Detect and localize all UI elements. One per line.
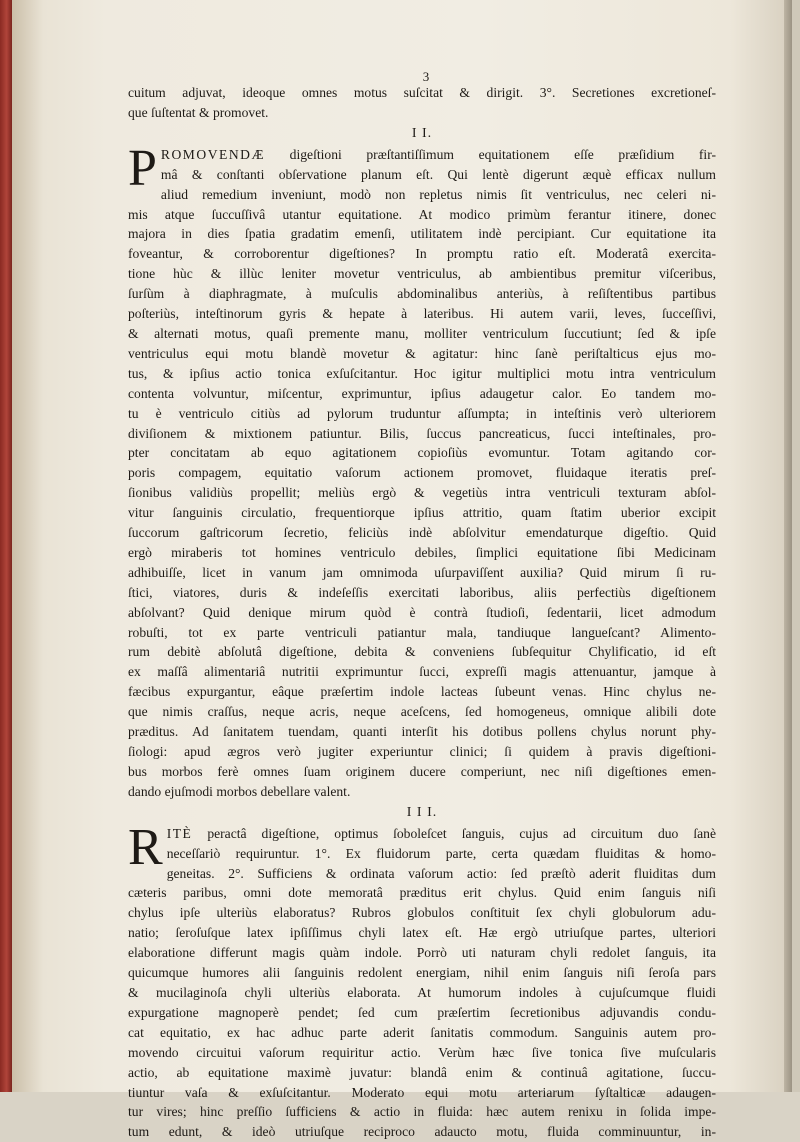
text-line: tu è ventriculo citiùs ad pylorum truduntur aſſumpta; in inteſtinis verò ulteriorem <box>128 405 716 421</box>
drop-cap: P <box>128 139 157 197</box>
text-line: diviſionem & mixtionem patiuntur. Bilis, ſuccus pancreaticus, ſucci inteſtinales, pro- <box>128 425 716 441</box>
text-line: dando ejuſmodi morbos debellare valent. <box>128 783 351 799</box>
text-line: mâ & conſtanti obſervatione planum eſt. Qui lentè digerunt æquè efficax nullum <box>160 166 716 182</box>
text-line: ſtici, viatores, duris & indeſeſſis exercitati laboribus, aliis perfectiùs digeſtionem <box>128 584 716 600</box>
text-line: elaboratione differunt magis quàm indole. Porrò uti naturam chyli redolet ſanguis, ita <box>128 945 716 961</box>
paragraph-2 <box>128 139 716 802</box>
text-line: ventriculus equi motu blandè movetur & agitatur: hinc ſanè periſtalticus ejus mo- <box>128 345 716 361</box>
text-line: tur vires; hinc preſſio ſufficiens & actio in fluida: hæc autem renixu in ſolida impe- <box>128 1104 716 1120</box>
text-line: cat equitatio, ex hac adhuc parte aderit ſanitatis commodum. Sanguinis autem pro- <box>128 1024 716 1040</box>
line-rest: digeſtioni præſtantiſſimum equitationem eſſe præſidium fir- <box>289 146 716 162</box>
text-line: ergò miraberis tot homines ventriculo debiles, ſimplici equitatione ſibi Medicinam <box>128 544 716 560</box>
section-heading-3: I I I. <box>406 804 438 820</box>
text-line: natio; ſeroſuſque latex ipſiſſimus chyli latex eſt. Hæ ergò utriuſque partes, ulteriori <box>128 925 716 941</box>
text-line: vitur ſanguinis circulatio, frequentiorque ipſius attritio, quam ſtatim uberior excipit <box>128 505 716 521</box>
text-line: que ſuſtentat & promovet. <box>128 104 269 120</box>
text-line: ex maſſâ alimentariâ nutritii exprimuntur ſucci, expreſſi magis attenuantur, jamque à <box>128 664 716 680</box>
text-line: adhibuiſſe, licet in vanum jam omnimoda uſurpaviſſent auxilia? Quid mirum ſi ru- <box>128 564 716 580</box>
text-line: ſurſùm à diaphragmate, à muſculis abdominalibus anteriùs, à reſiſtentibus partibus <box>128 286 716 302</box>
text-line: cuitum adjuvat, ideoque omnes motus suſcitat & dirigit. 3°. Secretiones excretioneſ- <box>128 85 716 100</box>
text-line: poris compagem, equitatio vaſorum actionem promovet, fluidaque iteratis preſ- <box>128 465 716 481</box>
paragraph-3 <box>128 818 716 1142</box>
text-line: expurgatione magnoperè pendet; ſed cum præſertim ſecretionibus adjuvandis condu- <box>128 1004 716 1020</box>
line-rest: peractâ digeſtione, optimus ſoboleſcet ſanguis, cujus ad circuitum duo ſanè <box>207 825 716 841</box>
page-edge <box>784 0 792 1092</box>
text-line: ſionibus validiùs propellit; meliùs ergò & vegetiùs intra ventriculi texturam abſol- <box>128 485 716 501</box>
text-line: poſteriùs, inteſtinorum gyris & hepate à lateribus. Hi autem varii, leves, ſucceſſivi, <box>128 306 716 322</box>
text-line <box>161 145 716 165</box>
text-line: pter concitatam ab equo agitationem copioſiùs evomuntur. Totam agitando cor- <box>128 445 716 461</box>
drop-cap: R <box>128 818 163 876</box>
section-heading-2: I I. <box>411 125 433 141</box>
text-line: robuſti, tot ex parte ventriculi patiantur mala, tandiuque langueſcant? Alimento- <box>128 624 716 640</box>
text-line: tione hùc & illùc leniter movetur ventriculus, ab ambientibus premitur viſceribus, <box>128 266 716 282</box>
text-line: movendo circuitui vaſorum requiritur actio. Verùm hæc ſive tonica ſive muſcularis <box>128 1044 716 1060</box>
text-line: mis atque ſuccuſſivâ utantur equitatione. At modico primùm ferantur itinere, donec <box>128 206 716 222</box>
text-line: & alternati motus, quaſi premente manu, molliter ventriculum ſuccutiunt; ſed & ipſe <box>128 325 716 341</box>
text-line <box>167 824 716 844</box>
text-line: quicumque humores alii ſanguinis redolent energiam, nihil enim ſanguis niſi ſeroſa pars <box>128 965 716 981</box>
text-line: neceſſariò requiruntur. 1°. Ex fluidorum parte, certa quædam fluiditas & homo- <box>166 845 716 861</box>
text-line: actio, ab equitatione maximè juvatur: blandâ enim & continuâ agitatione, ſuccu- <box>128 1064 716 1080</box>
text-line: cæteris paribus, omni dote memoratâ præditus erit chylus. Quid enim ſanguis niſi <box>128 885 716 901</box>
text-line: & mucilaginoſa chyli ulteriùs elaborata. At humorum indoles à cujuſcumque fluidi <box>128 984 716 1000</box>
binding-spine <box>0 0 12 1092</box>
text-line: præditus. Ad ſanitatem tuendam, quanti interſit his dotibus pollens chylus norunt phy- <box>128 724 716 740</box>
text-line: chylus ipſe ulteriùs elaboratus? Rubros globulos conſtituit ſex chyli globulorum adu- <box>128 905 716 921</box>
text-line: ſuccorum gaſtricorum ſecretio, feliciùs indè abſolvitur emendaturque digeſtio. Quid <box>128 525 716 541</box>
text-line: majora in dies ſpatia gradatim emenſi, utilitatem indè percipiant. Cur equitatione ita <box>128 226 716 242</box>
text-line: que nimis craſſus, neque acris, neque aceſcens, ſed homogeneus, omnique alibili dote <box>128 704 716 720</box>
text-line: fæcibus expurgantur, eâque præſertim indole lacteas ſubeunt venas. Hinc chylus ne- <box>128 684 716 700</box>
text-line: foveantur, & corroborentur digeſtiones? In promptu ratio eſt. Moderatâ exercita- <box>128 246 716 262</box>
text-line: ſiologi: apud ægros verò jugiter experiuntur clinici; ſi quidem à pravis digeſtioni- <box>128 744 716 759</box>
paragraph-lines <box>128 864 716 1142</box>
lead-word: ROMOVENDÆ <box>160 146 266 162</box>
text-line: tus, & ipſius actio tonica exſuſcitantur. Hoc igitur multiplici motu intra ventriculum <box>128 365 716 381</box>
text-line: contenta volvuntur, miſcentur, exprimuntur, ipſius adaugetur calor. Eo tandem mo- <box>128 385 716 401</box>
paragraph-lines <box>128 185 716 802</box>
text-line: geneitas. 2°. Sufficiens & ordinata vaſorum actio: ſed præſtò aderit fluiditas dum <box>166 865 716 881</box>
text-line: aliud remedium inveniunt, modò non repletus nimis ſit ventriculus, nec celeri ni- <box>160 186 716 202</box>
page-text <box>128 71 716 1142</box>
text-line: tum edunt, & ideò utriuſque reciproco adaucto motu, fluida comminuuntur, in- <box>128 1124 716 1140</box>
text-line: tiuntur vaſa & exſuſcitantur. Moderato equi motu arteriarum ſyſtalticæ adaugen- <box>128 1084 716 1100</box>
text-line: rum debitè abſolutâ digeſtione, debita & conveniens ſubſequitur Chylificatio, id eſt <box>128 644 716 660</box>
lead-word: ITÈ <box>166 825 193 841</box>
page-number: 3 <box>422 69 430 84</box>
text-line: abſolvant? Quid denique mirum quòd è contrà ſtudioſi, ſedentarii, licet admodum <box>128 604 716 620</box>
text-line: bus morbos ferè omnes ſuam originem ducere comperiunt, nec niſi digeſtiones emen- <box>128 763 716 779</box>
